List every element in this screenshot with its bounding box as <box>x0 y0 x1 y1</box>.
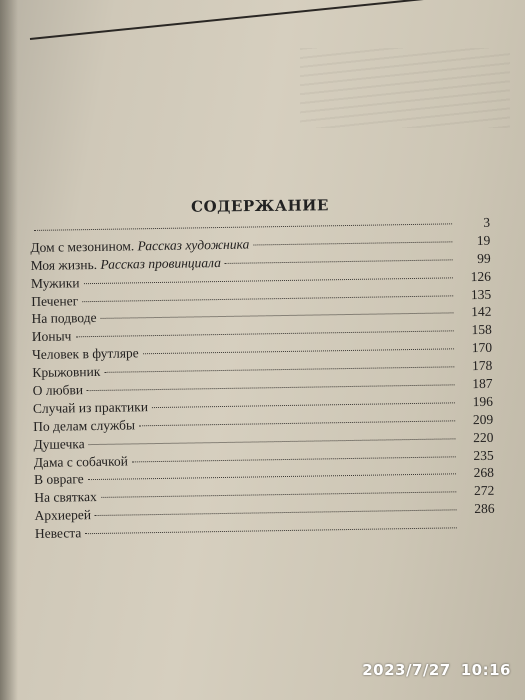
entry-page: 235 <box>473 447 494 463</box>
dot-leader <box>104 366 454 372</box>
entry-title: Случай из практики <box>32 399 149 416</box>
entry-title: Мужики <box>30 274 80 291</box>
entry-title: В овраге <box>33 471 84 488</box>
entry-page: 126 <box>470 268 492 284</box>
timestamp-date: 2023/7/27 <box>362 661 451 679</box>
entry-title: О любви <box>32 382 84 398</box>
timestamp-time: 10:16 <box>460 661 511 679</box>
entry-title: Печенег <box>31 292 79 309</box>
dot-leader <box>89 438 456 445</box>
entry-title: Невеста <box>34 525 82 542</box>
dot-leader <box>101 492 456 499</box>
dot-leader <box>95 510 457 517</box>
dot-leader <box>139 420 455 426</box>
camera-timestamp <box>362 661 511 679</box>
dot-leader <box>152 402 455 408</box>
dot-leader <box>143 349 454 355</box>
entry-subtitle: Рассказ художника <box>137 236 250 254</box>
dot-leader <box>132 456 456 462</box>
entry-page: 209 <box>472 411 494 427</box>
entry-page <box>461 531 495 532</box>
table-of-contents <box>30 215 495 544</box>
dot-leader <box>84 277 453 284</box>
entry-page: 135 <box>470 286 492 302</box>
dot-leader <box>85 527 457 534</box>
entry-title: Моя жизнь. <box>30 256 101 273</box>
dot-leader <box>34 223 452 231</box>
entry-page: 220 <box>473 429 494 445</box>
entry-page: 286 <box>474 500 495 517</box>
entry-title: На святках <box>34 489 97 506</box>
entry-page: 170 <box>471 339 493 356</box>
entry-title: По делам службы <box>33 417 136 434</box>
entry-page: 272 <box>473 483 495 499</box>
entry-page: 178 <box>471 357 493 374</box>
entry-page: 3 <box>483 214 491 230</box>
entry-title: Дама с собачкой <box>33 453 128 470</box>
entry-title: Архиерей <box>34 507 92 524</box>
entry-title: Человек в футляре <box>31 345 139 363</box>
entry-title: На подводе <box>31 310 97 327</box>
dot-leader <box>87 384 455 391</box>
entry-title: Ионыч <box>31 328 72 345</box>
entry-page: 142 <box>471 304 492 320</box>
dot-leader <box>75 331 453 338</box>
entry-page: 196 <box>472 393 493 409</box>
entry-title: Крыжовник <box>32 364 101 381</box>
entry-page: 19 <box>476 232 491 248</box>
entry-page: 99 <box>477 250 491 266</box>
entry-subtitle: Рассказ провинциала <box>100 254 221 272</box>
dot-leader <box>253 241 452 245</box>
entry-page: 268 <box>473 465 495 481</box>
dot-leader <box>225 259 453 264</box>
page-edge-shadow <box>0 0 18 700</box>
entry-page: 187 <box>472 375 493 392</box>
entry-title: Дом с мезонином. <box>30 238 138 255</box>
entry-title: Душечка <box>33 435 85 452</box>
header-rule <box>30 0 500 40</box>
show-through-text <box>300 48 510 128</box>
entry-page: 158 <box>471 322 492 338</box>
dot-leader <box>88 474 456 481</box>
dot-leader <box>101 313 454 320</box>
dot-leader <box>82 295 453 302</box>
toc-heading: СОДЕРЖАНИЕ <box>191 196 329 216</box>
